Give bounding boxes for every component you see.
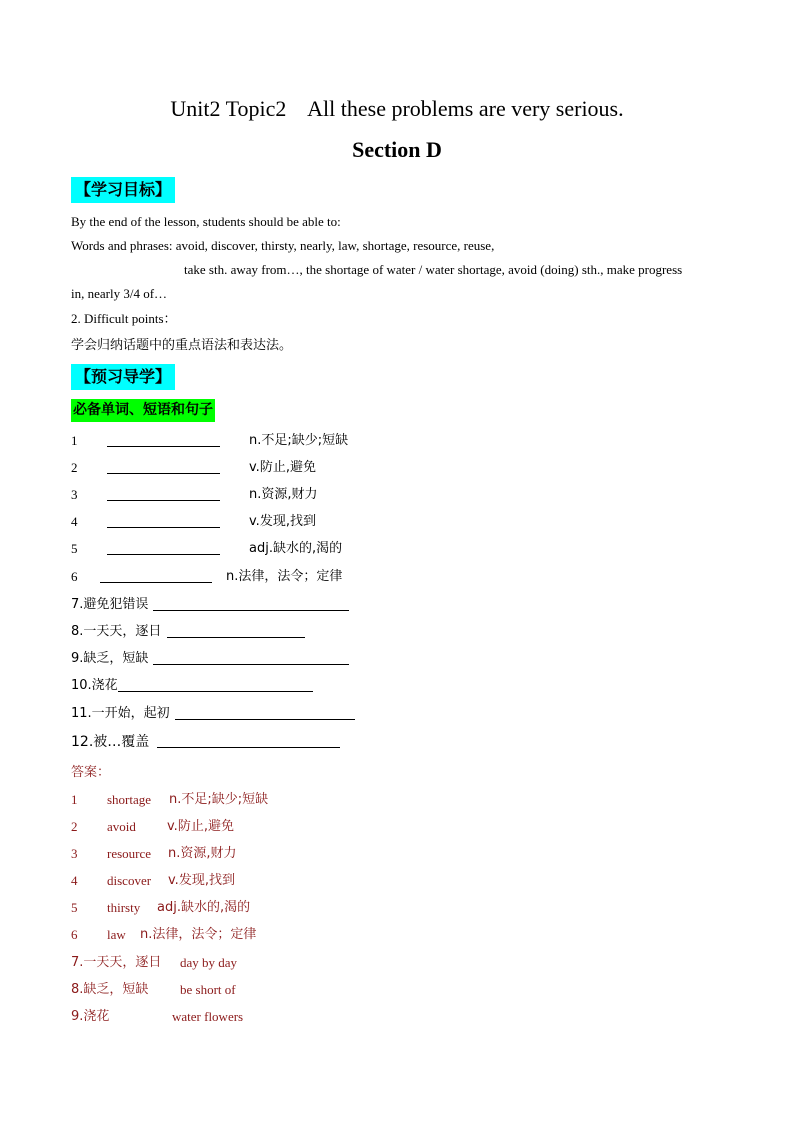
phrase-text: 12.被…覆盖 bbox=[71, 734, 150, 750]
answer-blank[interactable] bbox=[153, 597, 349, 611]
answer-blank[interactable] bbox=[107, 433, 220, 447]
word-number: 2 bbox=[71, 460, 78, 475]
difficult-points-desc: 学会归纳话题中的重点语法和表达法。 bbox=[71, 338, 293, 353]
answer-blank[interactable] bbox=[107, 514, 220, 528]
word-number: 1 bbox=[71, 433, 78, 448]
objectives-words: Words and phrases: avoid, discover, thirsty, nearly, law, shortage, resource, reuse, bbox=[71, 238, 495, 253]
word-meaning: n.法律，法令；定律 bbox=[226, 569, 343, 584]
phrase-text: 11.一开始，起初 bbox=[71, 706, 170, 721]
phrase-text: 8.一天天，逐日 bbox=[71, 624, 162, 639]
answer-blank[interactable] bbox=[107, 541, 220, 555]
answer-meaning: v.发现,找到 bbox=[168, 873, 235, 888]
word-number: 5 bbox=[71, 541, 78, 556]
objectives-tag: 【学习目标】 bbox=[71, 177, 175, 203]
page-title: Unit2 Topic2 All these problems are very serious. bbox=[170, 96, 624, 121]
answer-word: thirsty bbox=[107, 900, 141, 915]
word-number: 4 bbox=[71, 514, 78, 529]
answer-word: discover bbox=[107, 873, 152, 888]
answer-phrase-cn: 8.缺乏，短缺 bbox=[71, 982, 149, 997]
answer-word: resource bbox=[107, 846, 152, 861]
answer-number: 1 bbox=[71, 792, 78, 807]
word-meaning: v.发现,找到 bbox=[249, 514, 316, 529]
answer-blank[interactable] bbox=[153, 651, 349, 665]
answer-blank[interactable] bbox=[107, 460, 220, 474]
word-meaning: n.资源,财力 bbox=[249, 487, 318, 502]
answer-phrase-en: day by day bbox=[180, 955, 238, 970]
answer-number: 4 bbox=[71, 873, 78, 888]
answer-phrase-en: water flowers bbox=[172, 1009, 244, 1024]
answer-blank[interactable] bbox=[118, 678, 313, 692]
answer-number: 3 bbox=[71, 846, 78, 861]
word-meaning: v.防止,避免 bbox=[249, 460, 316, 475]
answers-label: 答案： bbox=[71, 765, 111, 780]
answer-blank[interactable] bbox=[167, 624, 305, 638]
answer-blank[interactable] bbox=[100, 569, 212, 583]
word-meaning: n.不足;缺少;短缺 bbox=[249, 433, 349, 448]
answer-phrase-cn: 9.浇花 bbox=[71, 1009, 110, 1024]
difficult-points: 2. Difficult points： bbox=[71, 311, 177, 326]
phrase-text: 7.避免犯错误 bbox=[71, 597, 149, 612]
answer-blank[interactable] bbox=[175, 706, 355, 720]
word-number: 6 bbox=[71, 569, 78, 584]
vocab-section-label: 必备单词、短语和句子 bbox=[71, 399, 215, 422]
preview-tag: 【预习导学】 bbox=[71, 364, 175, 390]
answer-meaning: adj.缺水的,渴的 bbox=[157, 900, 251, 915]
phrase-text: 10.浇花 bbox=[71, 678, 118, 693]
answer-number: 2 bbox=[71, 819, 78, 834]
answer-meaning: n.法律，法令；定律 bbox=[140, 927, 257, 942]
phrase-text: 9.缺乏，短缺 bbox=[71, 651, 149, 666]
answer-blank[interactable] bbox=[157, 734, 340, 748]
answer-phrase-cn: 7.一天天，逐日 bbox=[71, 955, 162, 970]
objectives-phrases: take sth. away from…, the shortage of water / water shortage, avoid (doing) sth., make progress bbox=[184, 262, 683, 277]
word-meaning: adj.缺水的,渴的 bbox=[249, 541, 343, 556]
answer-phrase-en: be short of bbox=[180, 982, 236, 997]
objectives-intro: By the end of the lesson, students should be able to: bbox=[71, 214, 341, 229]
word-number: 3 bbox=[71, 487, 78, 502]
objectives-phrases-cont: in, nearly 3/4 of… bbox=[71, 286, 168, 301]
answer-word: law bbox=[107, 927, 126, 942]
answer-word: shortage bbox=[107, 792, 152, 807]
answer-blank[interactable] bbox=[107, 487, 220, 501]
section-title: Section D bbox=[352, 137, 442, 162]
answer-meaning: n.不足;缺少;短缺 bbox=[169, 792, 269, 807]
answer-number: 5 bbox=[71, 900, 78, 915]
answer-meaning: n.资源,财力 bbox=[168, 846, 237, 861]
answer-word: avoid bbox=[107, 819, 136, 834]
answer-number: 6 bbox=[71, 927, 78, 942]
answer-meaning: v.防止,避免 bbox=[167, 819, 234, 834]
